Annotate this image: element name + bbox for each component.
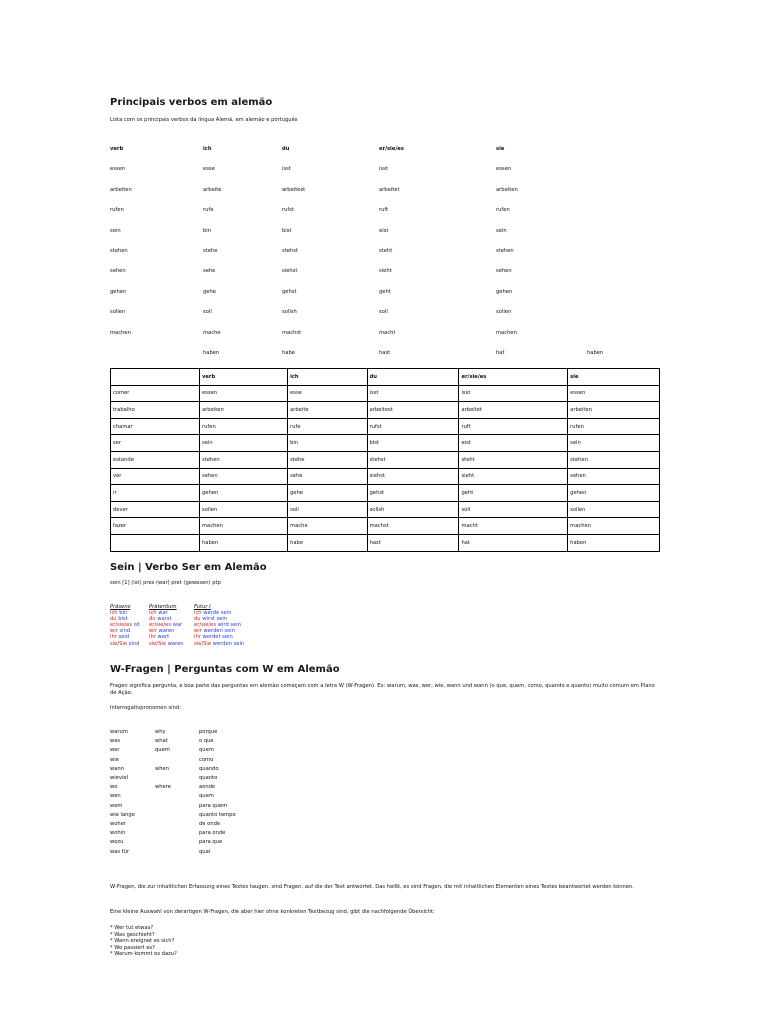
wq-cell: wozu [110,839,124,846]
verb-form: sind [128,640,140,647]
paragraph-2: W-Fragen, die zur inhaltlichen Erfassung eines Textes taugen, sind Fragen, auf die der Text antwortet. Das heißt, es sind Fragen, die mit inhaltlichen Elementen eines Textes beantwortet werden können. [110,884,634,890]
wq-cell: o que [199,738,214,745]
table-cell: estande [111,451,200,468]
cell: arbeiten [496,186,518,193]
table-cell: sehen [568,468,660,485]
verb-form: warst [157,616,172,623]
cell: essen [110,166,126,173]
table-row [111,518,660,535]
cell: stehst [282,248,298,254]
cell: ruft [379,207,389,214]
cell: geht [379,288,391,295]
table-cell: trabalho [111,402,200,419]
cell: hast [379,350,391,356]
interrog-label: Interrogativpronomen sind: [110,705,181,711]
praeteritum-column [149,604,184,647]
table-cell: geht [459,485,568,502]
wq-cell: what [155,738,168,745]
table-cell: gehen [568,485,660,502]
table-cell: arbeite [288,402,368,419]
wq-cell: wie lange [110,811,135,818]
pronoun: du [149,616,156,623]
cell: sollen [496,309,512,316]
table-cell: gehen [200,485,288,502]
cell: sein [110,227,121,234]
bullet-item: * Wo passiert es? [110,944,155,951]
table-cell: gehe [288,485,368,502]
bullet-item: * Wer tut etwas? [110,925,154,931]
wq-cell: wo [110,784,118,791]
verb-form: bin [119,610,128,617]
table-row [111,385,660,402]
header-cell: sie [496,146,505,152]
verb-form: waren [158,628,175,635]
wq-cell: wann [110,765,124,772]
cell: rufen [496,207,510,214]
table-cell: bist [367,435,459,452]
cell: macht [379,329,396,336]
table-cell: hat [459,534,568,551]
table-cell: steht [459,451,568,468]
table-cell: isst [459,385,568,402]
cell: stehen [496,248,514,254]
intro-paragraph: Fragen significa pergunta, e boa parte das perguntas em alemão começam com a letra W (W-Fragen). Ex: warum, was, wer, wie, wann und wann (o que, quem, como, quando e quanto) muito comum em Plano de Ação. [110,683,655,696]
pronoun: du [110,616,117,623]
cell: gehe [203,288,216,295]
table-row [111,418,660,435]
wq-cell: warum [110,729,128,735]
verb-form: wird sein [217,622,242,629]
pronoun: ich [194,610,202,617]
table-cell: hast [367,534,459,551]
wq-cell: qual [199,848,211,855]
table-cell: habe [288,534,368,551]
table-cell: haben [568,534,660,551]
table-cell: arbeiten [568,402,660,419]
verb-form: sind [119,628,131,635]
pronoun: ich [110,610,118,617]
table-cell: machen [568,518,660,535]
pronoun: wir [194,628,202,635]
praeteritum-header: Präteritum [149,604,177,610]
verb-form: werden sein [212,640,245,647]
cell: rufst [282,207,294,214]
table-cell: bin [288,435,368,452]
pronoun: er/sie/es [194,622,217,629]
table-cell: macht [459,518,568,535]
futur-column [194,604,244,647]
wfragen-title: W-Fragen | Perguntas com W em Alemão [110,664,340,675]
verb-form: werden sein [203,628,236,635]
wq-cell: was für [110,848,130,855]
pronoun: er/sie/es [110,622,133,629]
table-cell: esse [288,385,368,402]
table-cell: ser [111,435,200,452]
cell: hat [496,350,505,356]
wq-cell: wieviel [110,775,129,781]
table-cell: haben [200,534,288,551]
wq-cell: para quem [199,802,228,809]
header-cell: verb [110,146,124,152]
wq-cell: para que [199,839,223,846]
bullet-item: * Was geschieht? [110,931,155,938]
verb-form: seid [118,634,130,641]
table-cell: dever [111,501,200,518]
cell: essen [496,166,512,173]
cell: gehen [110,288,127,295]
cell: stehe [203,248,218,254]
verb-form: war [158,610,168,617]
cell: rufen [110,207,124,214]
sein-title: Sein | Verbo Ser em Alemão [110,562,267,573]
table-cell: essen [200,385,288,402]
cell: eist [379,227,389,234]
table-cell: sollsh [367,501,459,518]
cell: siehst [282,268,298,275]
cell: machen [110,329,131,336]
table-cell: arbeitest [367,402,459,419]
table-cell: rufe [288,418,368,435]
cell: sieht [379,268,392,275]
cell: steht [379,248,393,254]
wq-cell: wen [110,793,121,800]
bullet-item: * Wann ereignet es sich? [110,938,175,945]
table-row [111,451,660,468]
question-bullets [110,925,177,958]
wq-cell: quem [199,747,214,754]
table-cell: essen [568,385,660,402]
verb-form: bist [118,616,128,623]
conj-line [194,641,244,647]
cell: sehen [110,268,126,275]
cell: rufe [203,207,214,214]
wq-cell: where [155,784,171,791]
header-cell [111,369,200,386]
table-cell: isst [367,385,459,402]
table-cell: sein [200,435,288,452]
cell: gehst [282,288,297,295]
cell: esse [203,166,215,173]
table-cell: machen [200,518,288,535]
cell: arbeitet [379,186,400,193]
verb-form: ist [133,622,140,629]
cell: machen [496,329,517,336]
cell: haben [203,350,220,356]
paragraph-3: Eine kleine Auswahl von derartigen W-Fragen, die aber hier ohne konkreten Textbezug sind, gibt die nachfolgende Übersicht: [110,909,435,915]
table-cell: rufen [200,418,288,435]
table-cell: sein [568,435,660,452]
pronoun: ich [149,610,157,617]
pronoun: wir [110,628,118,635]
table-row [111,468,660,485]
table-cell: stehen [568,451,660,468]
cell: habe [282,350,295,356]
page-subtitle: Lista com os principais verbos da língua Alemã, em alemão e português [110,117,298,123]
table-cell: gehst [367,485,459,502]
table-cell: eist [459,435,568,452]
wq-cell: quem [199,793,214,800]
pronoun: ihr [194,634,201,641]
table-cell: mache [288,518,368,535]
page-title: Principais verbos em alemão [110,97,273,108]
header-cell: ich [288,369,368,386]
cell: mache [203,329,221,336]
pronoun: er/sie/es [149,622,172,629]
table-cell: rufen [568,418,660,435]
pronoun: sie/Sie [194,640,212,647]
table-row [111,534,660,551]
wq-cell: why [155,729,166,735]
pronoun: du [194,616,201,623]
wq-cell: para onde [199,830,226,837]
verb-form: war [172,622,183,629]
table-cell: soll [459,501,568,518]
wq-cell: was [110,738,121,745]
table-cell: siehst [367,468,459,485]
table-cell: rufst [367,418,459,435]
pronoun: ihr [149,634,156,641]
cell: sehen [496,268,512,275]
table-cell: stehen [200,451,288,468]
conj-line [149,641,184,647]
pronoun: sie/Sie [149,640,167,647]
header-cell: sie [568,369,660,386]
cell: sollen [110,309,126,316]
table-row [111,402,660,419]
header-cell: du [282,146,290,152]
conj-line [110,641,140,647]
wq-cell: wohin [110,830,126,837]
table-row [111,435,660,452]
cell: soll [203,309,212,316]
cell: arbeiten [110,186,132,193]
header-cell: er/sie/es [379,146,404,152]
table-cell: ver [111,468,200,485]
table-cell: stehe [288,451,368,468]
wq-cell: aonde [199,784,216,791]
table-row [111,485,660,502]
wq-cell: de onde [199,821,221,827]
cell: arbeitest [282,186,306,193]
table-cell: sollen [568,501,660,518]
wq-cell: wie [110,756,119,763]
wq-cell: when [155,765,170,772]
table-cell: chamar [111,418,200,435]
table-cell: arbeitet [459,402,568,419]
header-cell: verb [200,369,288,386]
table-cell: comer [111,385,200,402]
header-cell: er/sie/es [459,369,568,386]
verb-form: werdet sein [202,634,233,641]
wq-cell: quanto [199,775,218,781]
wq-cell: quanto tempo [199,811,236,818]
wq-cell: porque [199,729,218,735]
cell: arbeite [203,186,222,193]
table-cell: stehst [367,451,459,468]
cell: soll [379,309,388,316]
table-cell: sehen [200,468,288,485]
wq-cell: quando [199,765,219,772]
table-row [111,501,660,518]
header-cell: ich [203,146,212,152]
table-cell: ir [111,485,200,502]
header-cell: du [367,369,459,386]
wq-cell: wem [110,802,123,809]
table-cell: sollen [200,501,288,518]
verb-form: waren [167,640,184,647]
pronoun: ihr [110,634,117,641]
cell: gehen [496,288,513,295]
verb-form: werde sein [203,610,232,617]
praesens-column [110,604,140,647]
cell: stehen [110,248,128,254]
cell: sein [496,227,507,234]
table-cell: sieht [459,468,568,485]
praesens-header: Präsens [110,604,131,610]
table-cell: fazer [111,518,200,535]
pronoun: sie/Sie [110,640,128,647]
cell: isst [379,166,388,173]
wq-cell: quem [155,747,170,754]
wq-cell: woher [110,821,127,827]
pronoun: wir [149,628,157,635]
cell: haben [587,350,604,356]
table-cell [111,534,200,551]
cell: sehe [203,268,216,275]
cell: isst [282,166,291,173]
verb-form: wirst sein [202,616,228,623]
table-header-row [111,369,660,386]
wq-cell: wer [110,747,120,754]
wq-cell: como [199,756,214,763]
bullet-item: * Warum kommt es dazu? [110,951,177,958]
table-cell: machst [367,518,459,535]
cell: sollsh [282,309,297,316]
table-cell: soll [288,501,368,518]
table-cell: sehe [288,468,368,485]
table-cell: arbeiten [200,402,288,419]
sein-forms: sein [1] (ist) pres (war) pret (gewesen) ptp [110,580,221,586]
cell: machst [282,329,302,336]
verb-table-bordered [110,368,660,552]
table-cell: ruft [459,418,568,435]
verb-form: wart [157,634,170,641]
futur-header: Futur I [194,604,211,610]
cell: bist [282,227,292,234]
cell: bin [203,227,212,234]
